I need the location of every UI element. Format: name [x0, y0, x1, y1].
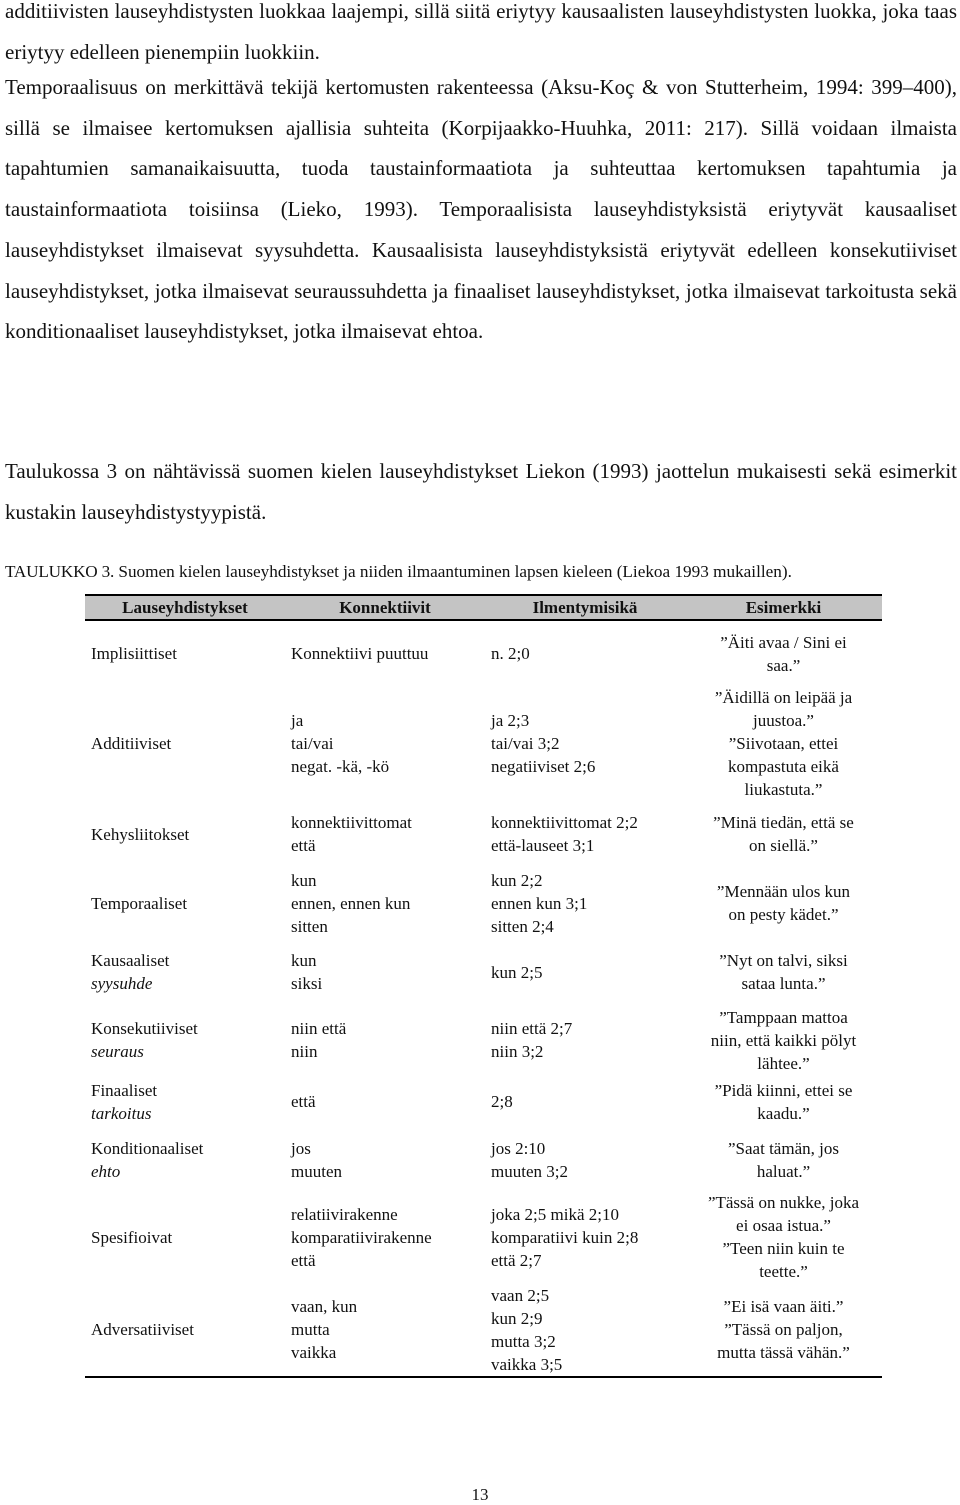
example-line: sataa lunta.” — [741, 974, 826, 993]
age-line: että 2;7 — [491, 1250, 542, 1270]
paragraph-table-intro: Taulukossa 3 on nähtävissä suomen kielen lauseyhdistykset Liekon (1993) jaottelun mukaisesti sekä esimerkit kustakin lauseyhdistystyypistä. — [5, 459, 957, 524]
example-cell — [685, 801, 882, 867]
type-cell — [85, 1283, 285, 1377]
example-cell — [685, 620, 882, 686]
example-line: haluat.” — [756, 1161, 811, 1181]
example-cell — [685, 1005, 882, 1075]
connective-line: vaan, kun — [291, 1297, 358, 1316]
header-lauseyhdistykset: Lauseyhdistykset — [85, 595, 285, 620]
example-line: ”Saat tämän, jos — [728, 1138, 839, 1158]
example-line: teette.” — [759, 1262, 808, 1281]
page-number: 13 — [471, 1485, 489, 1504]
example-line: on siellä.” — [749, 836, 818, 855]
type-line: Kehysliitokset — [91, 824, 190, 844]
connective-line: sitten — [291, 916, 328, 936]
header-ilmentymisika: Ilmentymisikä — [485, 595, 685, 620]
example-cell — [685, 1191, 882, 1283]
type-cell — [85, 801, 285, 867]
connective-line: niin että — [291, 1019, 347, 1038]
example-line: saa.” — [766, 655, 801, 675]
example-cell — [685, 867, 882, 939]
age-line: jos 2:10 — [491, 1138, 546, 1158]
example-line: ”Tässä on nukke, joka — [707, 1193, 860, 1212]
age-line: vaikka 3;5 — [491, 1354, 563, 1374]
example-line: ”Ei isä vaan äiti.” — [723, 1297, 844, 1316]
paragraph-intro-end: additiivisten lauseyhdistysten luokkaa laajempi, sillä siitä eriytyy kausaalisten lauseyhdistysten luokka, joka taas eriytyy edelleen pienempiin luokkiin. — [5, 0, 957, 64]
connective-line: tai/vai — [291, 734, 334, 753]
example-line: ”Nyt on talvi, siksi — [719, 951, 848, 970]
table-row-konditionaaliset — [85, 1128, 882, 1191]
age-cell — [485, 1075, 685, 1128]
paragraph-temporality: Temporaalisuus on merkittävä tekijä kertomusten rakenteessa (Aksu-Koç & von Stutterheim, 1994: 399–400), sillä se ilmaisee kertomuksen ajallisia suhteita (Korpijaakko-Huuhka, 2011: 217). Sillä voidaan ilmaista tapahtumien samanaikaisuutta, tuoda taustainformaatiota ja suhteuttaa kertomuksen tapahtumia ja taustainformaatiota toisiinsa (Lieko, 1993). Temporaalisista lauseyhdistyksistä eriytyvät kausaaliset lauseyhdistykset ilmaisevat syysuhdetta. Kausaalisista lauseyhdistyksistä eriytyvät edelleen konsekutiiviset lauseyhdistykset, jotka ilmaisevat seuraussuhdetta ja finaaliset lauseyhdistykset, jotka ilmaisevat tarkoitusta sekä konditionaaliset lauseyhdistykset, jotka ilmaisevat ehtoa. — [5, 75, 957, 344]
type-cell — [85, 1005, 285, 1075]
type-line: Kausaaliset — [91, 951, 170, 970]
connective-line: kun — [291, 870, 317, 890]
connective-cell — [285, 620, 485, 686]
age-line: 2;8 — [491, 1092, 513, 1111]
connective-line: jos — [291, 1138, 311, 1158]
connective-cell — [285, 801, 485, 867]
connective-line: että — [291, 1092, 316, 1111]
connective-line: negat. -kä, -kö — [291, 757, 390, 776]
age-line: tai/vai 3;2 — [491, 734, 560, 753]
age-cell — [485, 939, 685, 1005]
connective-line: Konnektiivi puuttuu — [291, 644, 429, 663]
example-line: lähtee.” — [757, 1053, 810, 1073]
example-line: liukastuta.” — [744, 780, 823, 799]
age-line: sitten 2;4 — [491, 916, 554, 936]
connective-cell — [285, 1283, 485, 1377]
example-line: kompastuta eikä — [728, 757, 839, 776]
connective-line: siksi — [291, 974, 323, 993]
connective-line: muuten — [291, 1161, 342, 1181]
example-cell — [685, 1283, 882, 1377]
age-cell — [485, 1128, 685, 1191]
subtype-line: tarkoitus — [91, 1103, 152, 1123]
example-cell — [685, 939, 882, 1005]
example-line: ”Teen niin kuin te — [722, 1239, 845, 1258]
type-cell — [85, 1128, 285, 1191]
connective-cell — [285, 1005, 485, 1075]
type-cell — [85, 1191, 285, 1283]
connective-line: että — [291, 836, 316, 855]
subtype-line: syysuhde — [91, 974, 153, 993]
connective-cell — [285, 867, 485, 939]
example-line: ”Mennään ulos kun — [716, 882, 851, 901]
connective-line: kun — [291, 951, 317, 970]
type-cell — [85, 939, 285, 1005]
age-line: ja 2;3 — [491, 711, 530, 730]
example-cell — [685, 686, 882, 801]
example-line: ”Äiti avaa / Sini ei — [720, 632, 847, 652]
table-row-kausaaliset — [85, 939, 882, 1005]
table-row-temporaaliset — [85, 867, 882, 939]
connective-cell — [285, 686, 485, 801]
table-caption-text: Suomen kielen lauseyhdistykset ja niiden ilmaantuminen lapsen kieleen (Liekoa 1993 mukaillen). — [114, 562, 792, 581]
age-line: n. 2;0 — [491, 644, 530, 663]
subtype-line: seuraus — [91, 1042, 144, 1061]
connective-line: vaikka — [291, 1343, 337, 1362]
table-row-adversatiiviset — [85, 1283, 882, 1377]
connective-line: niin — [291, 1042, 318, 1061]
type-line: Spesifioivat — [91, 1227, 173, 1247]
age-line: ennen kun 3;1 — [491, 893, 588, 913]
age-cell — [485, 867, 685, 939]
table-header-row — [85, 595, 882, 620]
type-line: Implisiittiset — [91, 644, 177, 663]
example-line: ”Äidillä on leipää ja — [714, 688, 853, 707]
age-line: niin että 2;7 — [491, 1019, 573, 1038]
age-line: niin 3;2 — [491, 1042, 544, 1061]
age-cell — [485, 1005, 685, 1075]
age-line: kun 2;9 — [491, 1308, 543, 1328]
connective-cell — [285, 1128, 485, 1191]
example-line: ”Siivotaan, ettei — [728, 734, 839, 753]
age-line: vaan 2;5 — [491, 1285, 550, 1305]
age-line: negatiiviset 2;6 — [491, 757, 596, 776]
table-row-spesifioivat — [85, 1191, 882, 1283]
example-line: mutta tässä vähän.” — [717, 1343, 850, 1362]
type-line: Temporaaliset — [91, 893, 188, 913]
example-line: kaadu.” — [757, 1103, 810, 1123]
age-line: että-lauseet 3;1 — [491, 836, 595, 855]
example-line: ”Tamppaan mattoa — [719, 1007, 848, 1027]
table-row-implisiittiset — [85, 620, 882, 686]
age-cell — [485, 1283, 685, 1377]
age-line: mutta 3;2 — [491, 1331, 556, 1351]
age-cell — [485, 801, 685, 867]
age-cell — [485, 686, 685, 801]
table-row-konsekutiiviset — [85, 1005, 882, 1075]
age-cell — [485, 1191, 685, 1283]
example-cell — [685, 1075, 882, 1128]
connective-line: ennen, ennen kun — [291, 893, 411, 913]
subtype-line: ehto — [91, 1161, 121, 1181]
header-konnektiivit: Konnektiivit — [285, 595, 485, 620]
connective-line: ja — [291, 711, 304, 730]
example-line: ”Tässä on paljon, — [724, 1320, 843, 1339]
connective-line: että — [291, 1250, 316, 1270]
type-cell — [85, 867, 285, 939]
type-line: Finaaliset — [91, 1080, 158, 1100]
example-line: ”Pidä kiinni, ettei se — [714, 1080, 853, 1100]
connective-line: relatiivirakenne — [291, 1204, 398, 1224]
table-row-finaaliset — [85, 1075, 882, 1128]
type-line: Konsekutiiviset — [91, 1019, 198, 1038]
age-line: muuten 3;2 — [491, 1161, 568, 1181]
type-cell — [85, 686, 285, 801]
type-cell — [85, 1075, 285, 1128]
age-cell — [485, 620, 685, 686]
example-line: on pesty kädet.” — [728, 905, 839, 924]
table-caption-label: TAULUKKO 3. — [5, 562, 115, 581]
example-cell — [685, 1128, 882, 1191]
connective-cell — [285, 1075, 485, 1128]
clause-combination-table — [85, 594, 882, 1378]
connective-cell — [285, 939, 485, 1005]
connective-line: komparatiivirakenne — [291, 1227, 432, 1247]
type-line: Adversatiiviset — [91, 1320, 194, 1339]
type-line: Additiiviset — [91, 734, 172, 753]
connective-line: mutta — [291, 1320, 330, 1339]
table-caption — [5, 561, 960, 583]
connective-line: konnektiivittomat — [291, 813, 412, 832]
age-line: konnektiivittomat 2;2 — [491, 813, 638, 832]
example-line: ei osaa istua.” — [736, 1216, 831, 1235]
age-line: kun 2;5 — [491, 962, 543, 982]
example-line: ”Minä tiedän, että se — [713, 813, 854, 832]
table-row-additiiviset — [85, 686, 882, 801]
age-line: komparatiivi kuin 2;8 — [491, 1227, 639, 1247]
age-line: kun 2;2 — [491, 870, 543, 890]
connective-cell — [285, 1191, 485, 1283]
type-line: Konditionaaliset — [91, 1138, 204, 1158]
type-cell — [85, 620, 285, 686]
example-line: niin, että kaikki pölyt — [710, 1030, 857, 1050]
example-line: juustoa.” — [753, 711, 814, 730]
age-line: joka 2;5 mikä 2;10 — [491, 1204, 619, 1224]
table-body — [85, 620, 882, 1377]
table-row-kehysliitokset — [85, 801, 882, 867]
header-esimerkki: Esimerkki — [685, 595, 882, 620]
